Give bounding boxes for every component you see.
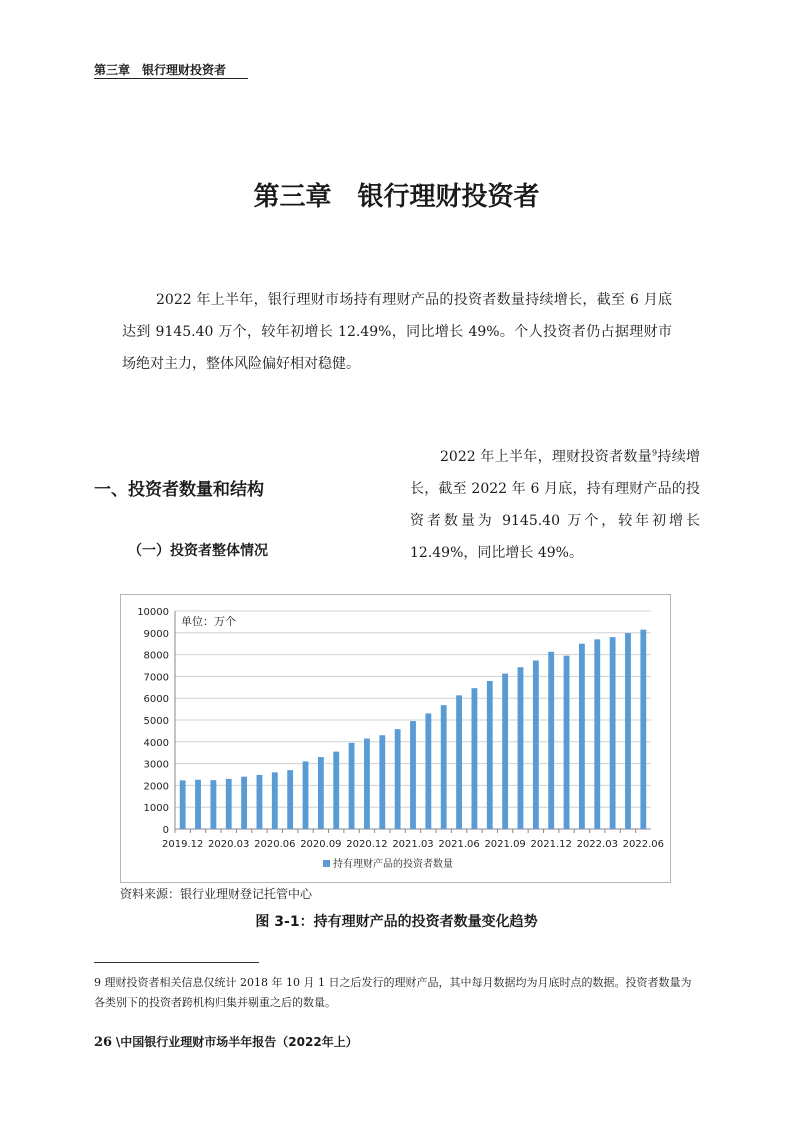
bar [533, 660, 539, 829]
x-tick-label: 2020.06 [254, 839, 296, 850]
bar [257, 775, 263, 829]
section-paragraph-block [410, 441, 700, 569]
running-header: 第三章 银行理财投资者 [94, 63, 227, 77]
legend-swatch [323, 860, 330, 867]
x-tick-label: 2020.09 [300, 839, 342, 850]
investor-count-chart [121, 595, 670, 882]
bar [518, 667, 524, 829]
x-tick-label: 2022.03 [576, 839, 618, 850]
intro-paragraph: 2022 年上半年，银行理财市场持有理财产品的投资者数量持续增长，截至 6 月底达到 9145.40 万个，较年初增长 12.49%，同比增长 49%。个人投资者仍占据理财市场绝对主力，整体风险偏好相对稳健。 [122, 292, 672, 372]
bar [456, 695, 462, 829]
x-tick-label: 2021.09 [484, 839, 526, 850]
x-tick-label: 2021.03 [392, 839, 434, 850]
footnote-divider [94, 962, 259, 963]
report-title: \中国银行业理财市场半年报告（2022年上） [115, 1035, 358, 1049]
bar [502, 674, 508, 829]
bar [241, 777, 247, 829]
y-tick-label: 0 [162, 825, 169, 836]
subsection-heading: （一）投资者整体情况 [128, 543, 268, 559]
bar [425, 713, 431, 829]
bar [625, 633, 631, 829]
source-note: 资料来源：银行业理财登记托管中心 [120, 887, 313, 901]
bar [579, 644, 585, 829]
y-tick-label: 6000 [143, 694, 169, 706]
section-paragraph [410, 441, 700, 569]
legend-label: 持有理财产品的投资者数量 [333, 859, 453, 870]
figure-caption: 图 3-1：持有理财产品的投资者数量变化趋势 [255, 914, 538, 930]
bar [410, 721, 416, 829]
bar [287, 770, 293, 829]
intro-paragraph-block [122, 284, 672, 380]
bar [379, 735, 385, 829]
y-tick-label: 4000 [143, 737, 169, 749]
page-number: 26 [94, 1035, 113, 1050]
chart-frame [120, 594, 671, 883]
x-tick-label: 2020.12 [346, 839, 388, 850]
y-tick-label: 2000 [143, 781, 169, 793]
bar [395, 729, 401, 829]
section-paragraph-part1: 2022 年上半年，理财投资者数量 [440, 449, 652, 465]
bar [180, 780, 186, 829]
x-tick-label: 2021.12 [530, 839, 572, 850]
bar [349, 743, 355, 829]
chapter-title: 第三章 银行理财投资者 [253, 182, 540, 212]
bar [640, 630, 646, 829]
bar [548, 652, 554, 829]
y-tick-label: 8000 [143, 650, 169, 662]
header-underline [94, 78, 248, 79]
bar [333, 752, 339, 829]
section-heading: 一、投资者数量和结构 [94, 480, 264, 500]
x-tick-label: 2019.12 [161, 839, 204, 850]
bar [318, 757, 324, 829]
x-tick-label: 2022.06 [622, 839, 665, 850]
y-tick-label: 3000 [143, 759, 169, 771]
bar [610, 637, 616, 829]
bar [472, 688, 478, 829]
y-tick-label: 10000 [137, 607, 169, 618]
bar [210, 780, 216, 829]
bar [441, 705, 447, 829]
bar [564, 656, 570, 829]
bar [594, 639, 600, 829]
x-tick-label: 2020.03 [208, 839, 250, 850]
bar [195, 780, 201, 829]
footnote-ref[interactable]: 9 [652, 448, 658, 458]
bar [226, 779, 232, 829]
unit-label: 单位：万个 [181, 615, 236, 628]
bar [364, 739, 370, 829]
section-paragraph-part2: 持续增长，截至 2022 年 6 月底，持有理财产品的投资者数量为 9145.40 万个，较年初增长 12.49%，同比增长 49%。 [410, 449, 700, 561]
y-tick-label: 9000 [143, 628, 169, 640]
y-tick-label: 1000 [143, 803, 169, 815]
bar [487, 681, 493, 829]
page-footer [94, 1033, 358, 1050]
bar [303, 761, 309, 829]
y-tick-label: 5000 [143, 716, 169, 727]
x-tick-label: 2021.06 [438, 839, 480, 850]
footnote-text: 9 理财投资者相关信息仅统计 2018 年 10 月 1 日之后发行的理财产品，其中每月数据均为月底时点的数据。投资者数量为各类别下的投资者跨机构归集并剔重之后的数量。 [94, 976, 692, 1009]
y-tick-label: 7000 [143, 672, 169, 684]
bar [272, 772, 278, 829]
